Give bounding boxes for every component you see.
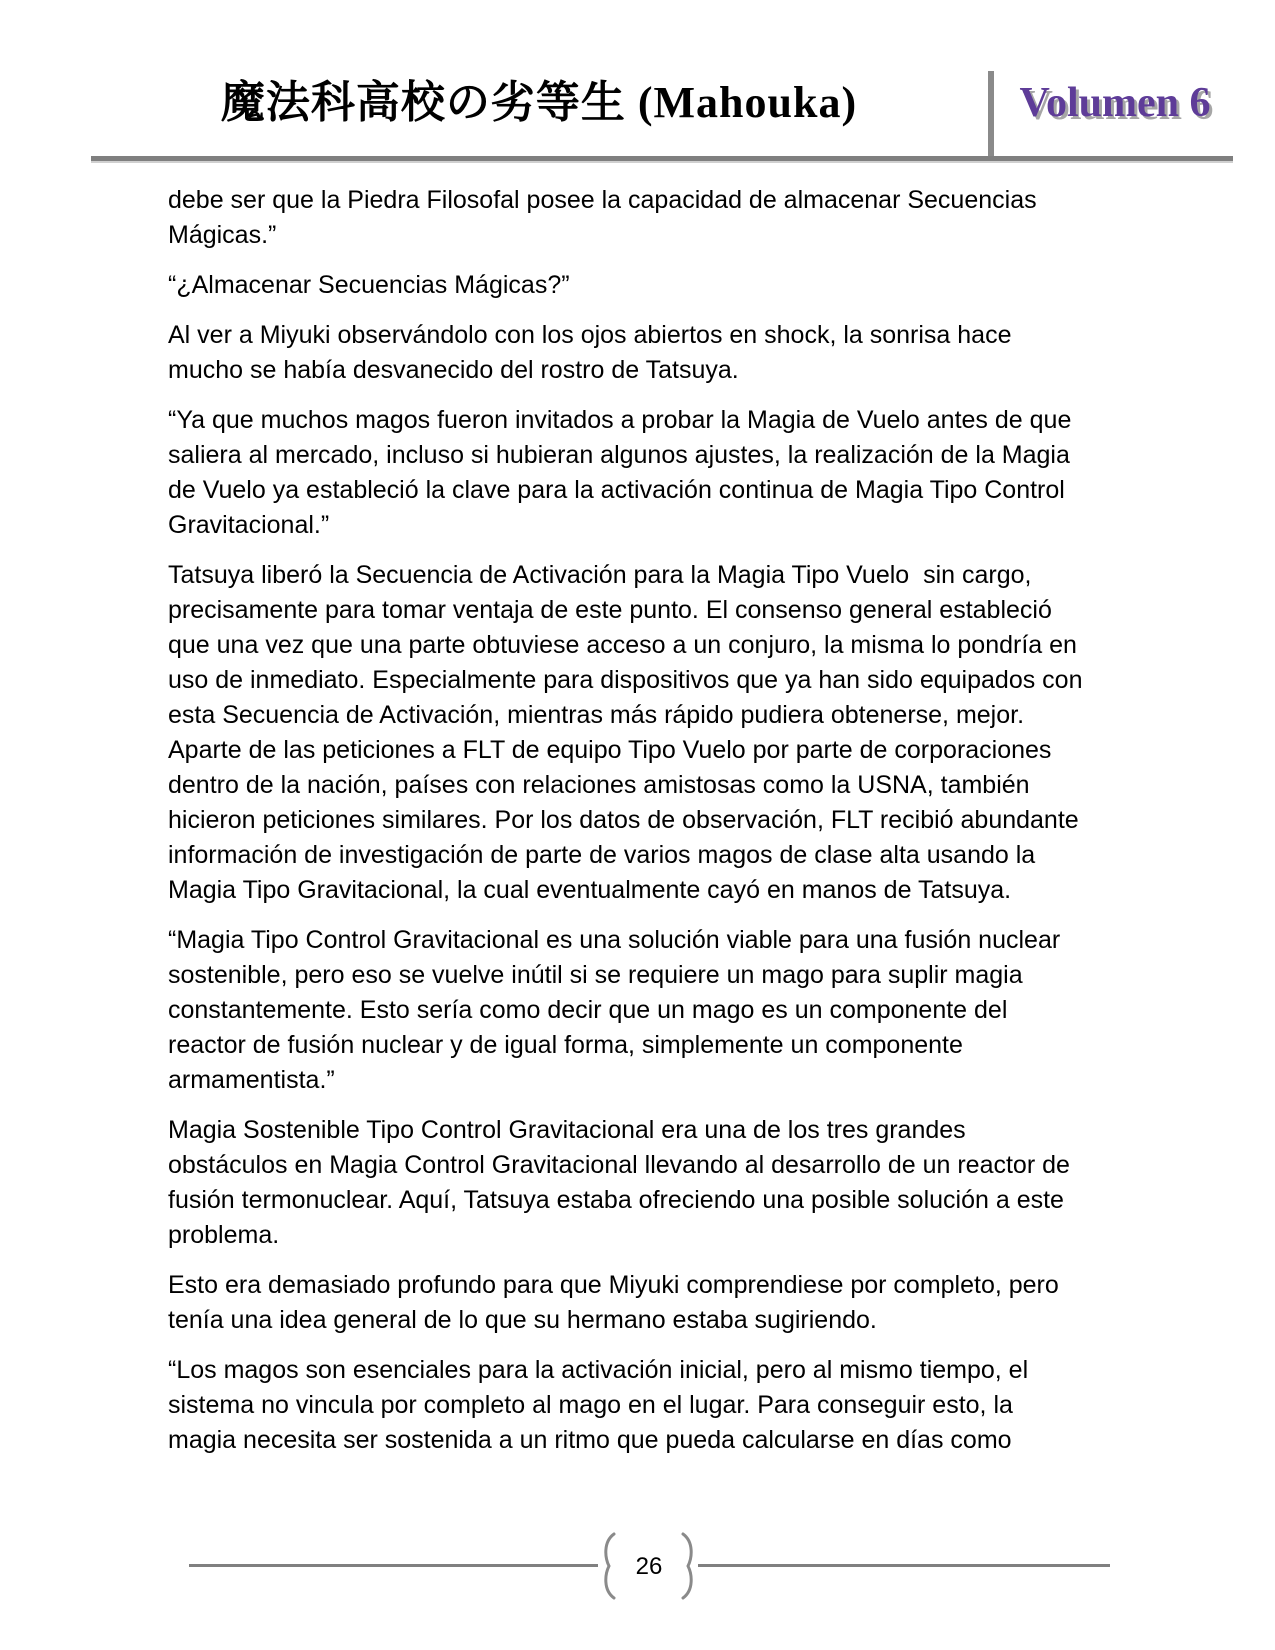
text-line: reactor de fusión nuclear y de igual forma, simplemente un componente [168,1031,963,1059]
text-line: precisamente para tomar ventaja de este punto. El consenso general estableció [168,596,1052,624]
text-line: sistema no vincula por completo al mago en el lugar. Para conseguir esto, la [168,1391,1013,1419]
text-line: que una vez que una parte obtuviese acceso a un conjuro, la misma lo pondría en [168,631,1077,659]
text-line: dentro de la nación, países con relaciones amistosas como la USNA, también [168,771,1030,799]
text-line: de Vuelo ya estableció la clave para la activación continua de Magia Tipo Control [168,476,1065,504]
page-number-bracket-left-icon [598,1532,616,1600]
text-line: debe ser que la Piedra Filosofal posee la capacidad de almacenar Secuencias [168,186,1037,214]
paragraph [168,268,1120,303]
page-body [168,183,1120,1473]
text-line: fusión termonuclear. Aquí, Tatsuya estaba ofreciendo una posible solución a este [168,1186,1064,1214]
page-number-bracket-right-icon [681,1532,699,1600]
text-line: sostenible, pero eso se vuelve inútil si se requiere un mago para suplir magia [168,961,1023,989]
paragraph [168,1113,1120,1253]
footer-rule-right [698,1564,1110,1567]
page-number: 26 [635,1553,663,1580]
text-line: “Los magos son esenciales para la activación inicial, pero al mismo tiempo, el [168,1356,1029,1384]
text-line: hicieron peticiones similares. Por los datos de observación, FLT recibió abundante [168,806,1079,834]
text-line: saliera al mercado, incluso si hubieran algunos ajustes, la realización de la Magia [168,441,1070,469]
text-line: Esto era demasiado profundo para que Miyuki comprendiese por completo, pero [168,1271,1059,1299]
text-line: tenía una idea general de lo que su hermano estaba sugiriendo. [168,1306,877,1334]
header-rule [91,156,1233,163]
text-line: mucho se había desvanecido del rostro de Tatsuya. [168,356,739,384]
paragraph [168,558,1120,908]
text-line: armamentista.” [168,1066,335,1094]
volume-label: Volumen 6 [1019,80,1211,126]
paragraph [168,183,1120,253]
paragraph [168,923,1120,1098]
text-line: esta Secuencia de Activación, mientras más rápido pudiera obtenerse, mejor. [168,701,1025,729]
text-line: Al ver a Miyuki observándolo con los ojos abiertos en shock, la sonrisa hace [168,321,1012,349]
footer-rule-left [189,1564,598,1567]
paragraph [168,1353,1120,1458]
text-line: Magia Tipo Gravitacional, la cual eventualmente cayó en manos de Tatsuya. [168,876,1012,904]
text-line: Magia Sostenible Tipo Control Gravitacional era una de los tres grandes [168,1116,966,1144]
text-line: Aparte de las peticiones a FLT de equipo Tipo Vuelo por parte de corporaciones [168,736,1052,764]
text-line: “Ya que muchos magos fueron invitados a probar la Magia de Vuelo antes de que [168,406,1072,434]
text-line: Mágicas.” [168,221,277,249]
text-line: magia necesita ser sostenida a un ritmo que pueda calcularse en días como [168,1426,1012,1454]
text-line: constantemente. Esto sería como decir que un mago es un componente del [168,996,1008,1024]
text-line: “Magia Tipo Control Gravitacional es una solución viable para una fusión nuclear [168,926,1061,954]
text-line: uso de inmediato. Especialmente para dispositivos que ya han sido equipados con [168,666,1083,694]
paragraph [168,318,1120,388]
book-title: 魔法科高校の劣等生 (Mahouka) [220,78,858,127]
text-line: problema. [168,1221,280,1249]
paragraph [168,1268,1120,1338]
text-line: Gravitacional.” [168,511,330,539]
text-line: “¿Almacenar Secuencias Mágicas?” [168,271,570,299]
text-line: Tatsuya liberó la Secuencia de Activación para la Magia Tipo Vuelo sin cargo, [168,561,1032,589]
text-line: obstáculos en Magia Control Gravitacional llevando al desarrollo de un reactor de [168,1151,1070,1179]
text-line: información de investigación de parte de varios magos de clase alta usando la [168,841,1036,869]
paragraph [168,403,1120,543]
